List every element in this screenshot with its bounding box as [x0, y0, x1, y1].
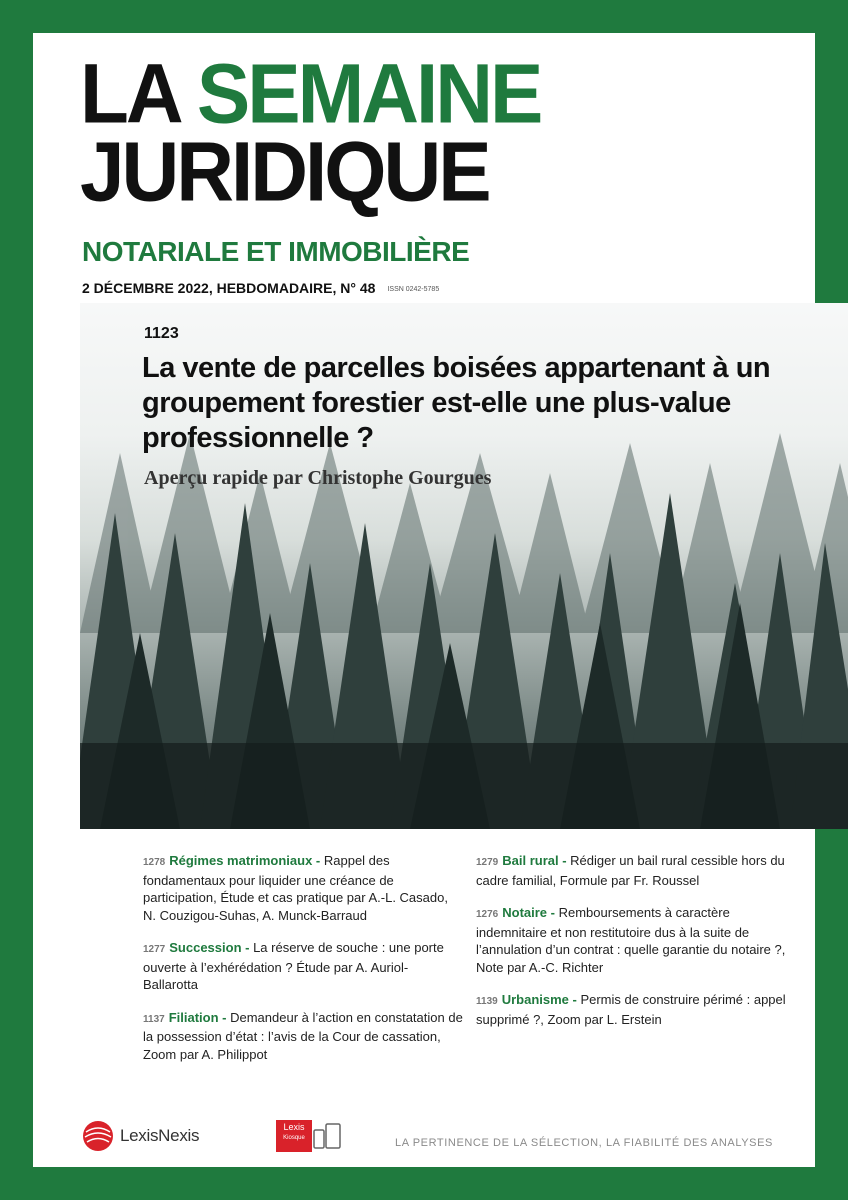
feature-article-number: 1123: [144, 325, 179, 342]
magazine-subtitle: NOTARIALE ET IMMOBILIÈRE: [82, 236, 470, 267]
feature-article-author: Aperçu rapide par Christophe Gourgues: [144, 467, 492, 489]
lexisnexis-logo: [82, 1120, 199, 1152]
toc-item: 1137 Filiation - Demandeur à l’action en constatation de la possession d’état : l’avis de la Cour de cassation, Zoom par A. Philippot: [143, 1009, 463, 1062]
devices-icon: [312, 1122, 342, 1152]
toc-item: 1276 Notaire - Remboursements à caractère indemnitaire et non restitutoire dus à la suite de l’annulation d’un contrat : quelle garantie du notaire ?, Note par A.-C. Richter: [476, 905, 786, 975]
magazine-title-line1: LA SEMAINE: [80, 46, 541, 141]
issn-label: ISSN 0242-5785: [387, 285, 440, 293]
lexisnexis-globe-icon: [82, 1120, 114, 1152]
publisher-name: LexisNexis: [120, 1126, 200, 1145]
toc-left-column: [143, 852, 463, 1078]
feature-hero-image: [80, 303, 848, 829]
toc-right-column: [476, 852, 796, 1043]
toc-item: 1279 Bail rural - Rédiger un bail rural cessible hors du cadre familial, Formule par Fr. Roussel: [476, 853, 785, 888]
issue-dateline: 2 DÉCEMBRE 2022, HEBDOMADAIRE, N° 48 ISSN 0242-5785: [82, 280, 440, 296]
toc-item: 1278 Régimes matrimoniaux - Rappel des fondamentaux pour liquider une créance de participation, Étude et cas pratique par A.-L. Casado, N. Couzigou-Suhas, A. Munck-Barraud: [143, 853, 448, 923]
footer-tagline: LA PERTINENCE DE LA SÉLECTION, LA FIABILITÉ DES ANALYSES: [395, 1137, 773, 1149]
feature-article-title: La vente de parcelles boisées appartenant à un groupement forestier est-elle une plus-value professionnelle ?: [142, 352, 771, 454]
magazine-title-line2: JURIDIQUE: [80, 124, 489, 219]
toc-item: 1277 Succession - La réserve de souche : une porte ouverte à l’exhérédation ? Étude par A. Auriol-Ballarotta: [143, 940, 444, 992]
toc-item: 1139 Urbanisme - Permis de construire périmé : appel supprimé ?, Zoom par L. Erstein: [476, 992, 786, 1027]
lexis-kiosque-badge: Lexis Kiosque: [276, 1120, 312, 1152]
